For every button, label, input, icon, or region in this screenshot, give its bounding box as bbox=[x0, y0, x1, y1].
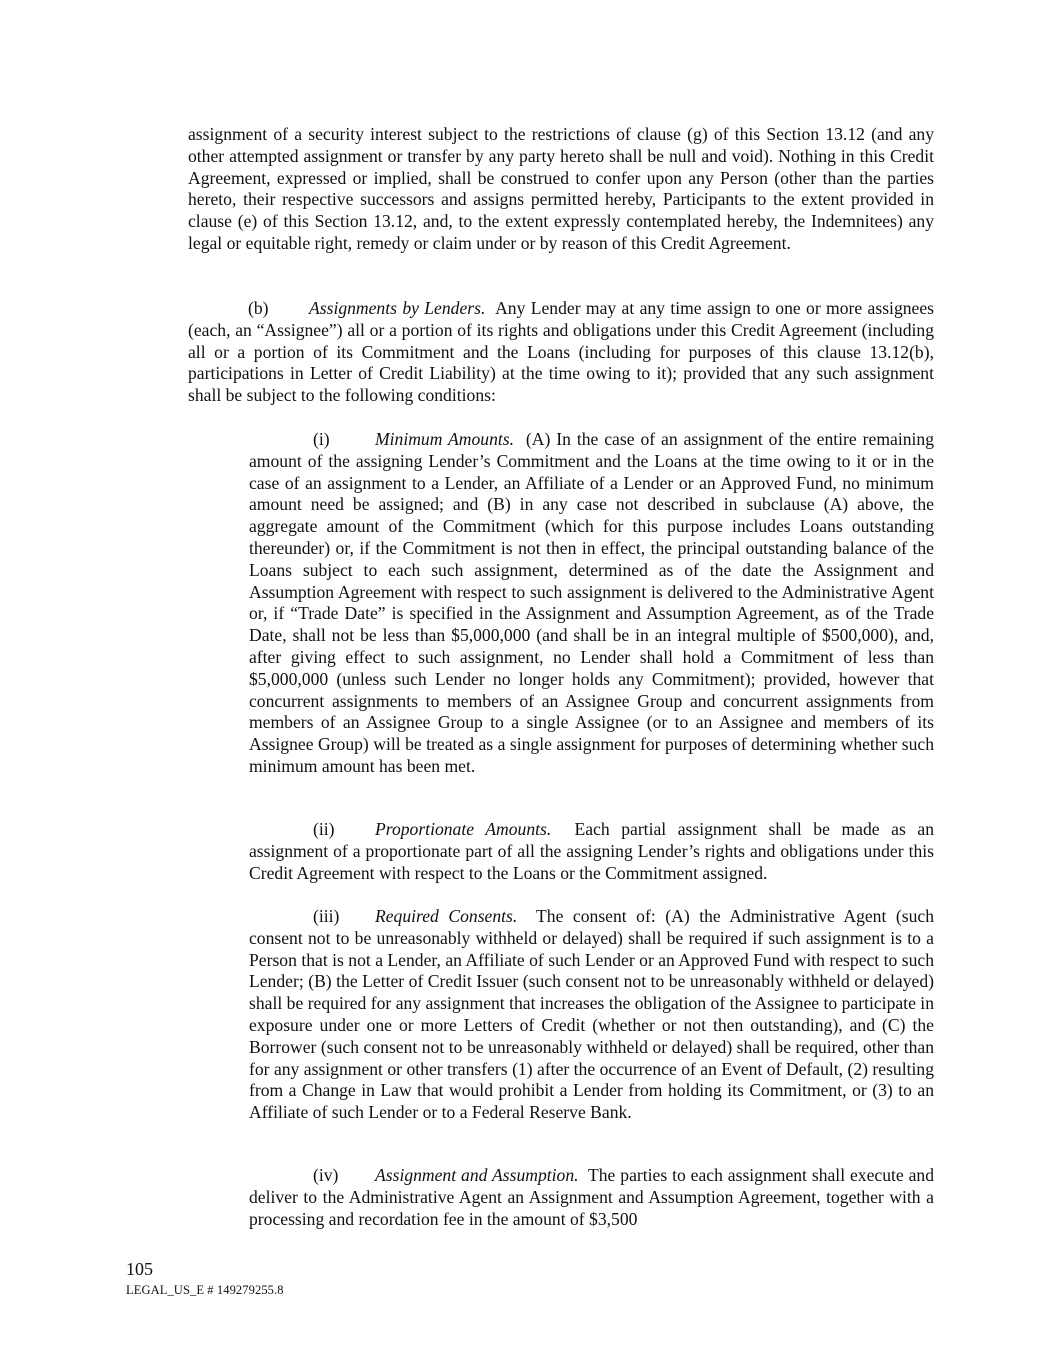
document-id: LEGAL_US_E # 149279255.8 bbox=[126, 1283, 284, 1297]
subsection-ii-paragraph bbox=[249, 819, 934, 884]
subsection-iv-label: (iv) bbox=[313, 1165, 339, 1185]
subsection-i-text: (A) In the case of an assignment of the entire remaining amount of the assigning Lender’s Commitment and the Loans at the time owing to it or in the case of an assignment to a Lender, an Affiliate of a Lender or an Approved Fund, no minimum amount need be assigned; and (B) in any case not described in subclause (A) above, the aggregate amount of the Commitment (which for this purpose includes Loans outstanding thereunder) or, if the Commitment is not then in effect, the principal outstanding balance of the Loans subject to each such assignment, determined as of the date the Assignment and Assumption Agreement with respect to such assignment is delivered to the Administrative Agent or, if “Trade Date” is specified in the Assignment and Assumption Agreement, as of the Trade Date, shall not be less than $5,000,000 (and shall be in an integral multiple of $500,000), and, after giving effect to such assignment, no Lender shall hold a Commitment of less than $5,000,000 (unless such Lender no longer holds any Commitment); provided, however that concurrent assignments to members of an Assignee Group and concurrent assignments from members of an Assignee Group to a single Assignee (or to an Assignee and members of its Assignee Group) will be treated as a single assignment for purposes of determining whether such minimum amount has been met. bbox=[249, 429, 934, 776]
subsection-i-heading: Minimum Amounts. bbox=[375, 429, 515, 449]
intro-paragraph: assignment of a security interest subject to the restrictions of clause (g) of this Section 13.12 (and any other attempted assignment or transfer by any party hereto shall be null and void). Nothing in this Credit Agreement, expressed or implied, shall be construed to confer upon any Person (other than the parties hereto, their respective successors and assigns permitted hereby, Participants to the extent provided in clause (e) of this Section 13.12, and, to the extent expressly contemplated hereby, the Indemnitees) any legal or equitable right, remedy or claim under or by reason of this Credit Agreement. bbox=[188, 124, 934, 253]
section-b-text: Any Lender may at any time assign to one or more assignees (each, an “Assignee”) all or a portion of its rights and obligations under this Credit Agreement (including all or a portion of its Commitment and the Loans (including for purposes of this clause 13.12(b), participations in Letter of Credit Liability) at the time owing to it); provided that any such assignment shall be subject to the following conditions: bbox=[188, 298, 934, 406]
section-b-heading: Assignments by Lenders. bbox=[309, 298, 486, 318]
subsection-ii-heading: Proportionate Amounts. bbox=[375, 819, 552, 839]
page-number: 105 bbox=[126, 1259, 153, 1279]
section-b-paragraph bbox=[188, 298, 934, 407]
subsection-iv-heading: Assignment and Assumption. bbox=[375, 1165, 579, 1185]
section-b-label: (b) bbox=[248, 298, 269, 318]
subsection-iii-text: The consent of: (A) the Administrative Agent (such consent not to be unreasonably withheld or delayed) shall be required if such assignment is to a Person that is not a Lender, an Affiliate of such Lender or an Approved Fund with respect to such Lender; (B) the Letter of Credit Issuer (such consent not to be unreasonably withheld or delayed) shall be required for any assignment that increases the obligation of the Assignee to participate in exposure under one or more Letters of Credit (whether or not then outstanding), and (C) the Borrower (such consent not to be unreasonably withheld or delayed) shall be required, other than for any assignment or other transfers (1) after the occurrence of an Event of Default, (2) resulting from a Change in Law that would prohibit a Lender from holding its Commitment, or (3) to an Affiliate of such Lender or to a Federal Reserve Bank. bbox=[249, 906, 934, 1123]
subsection-iv-paragraph bbox=[249, 1165, 934, 1230]
subsection-i-paragraph bbox=[249, 429, 934, 778]
subsection-iii-paragraph bbox=[249, 906, 934, 1124]
subsection-iv-text: The parties to each assignment shall execute and deliver to the Administrative Agent an Assignment and Assumption Agreement, together with a processing and recordation fee in the amount of $3,500 bbox=[249, 1165, 935, 1229]
subsection-iii-label: (iii) bbox=[313, 906, 340, 926]
subsection-iii-heading: Required Consents. bbox=[375, 906, 518, 926]
subsection-ii-text: Each partial assignment shall be made as an assignment of a proportionate part of all the assigning Lender’s rights and obligations under this Credit Agreement with respect to the Loans or the Commitment assigned. bbox=[249, 819, 935, 883]
subsection-ii-label: (ii) bbox=[313, 819, 335, 839]
subsection-i-label: (i) bbox=[313, 429, 330, 449]
